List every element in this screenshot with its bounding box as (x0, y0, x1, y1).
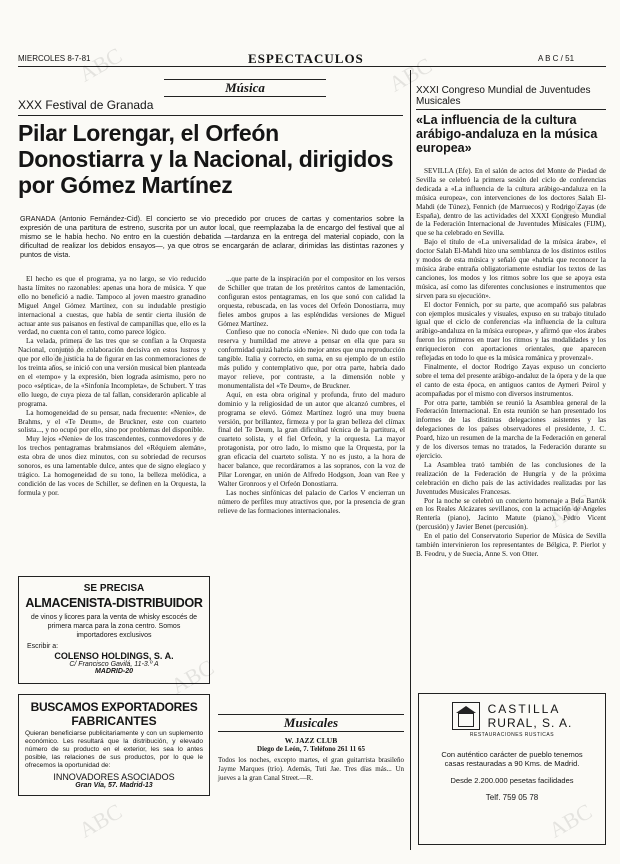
jazz-title: W. JAZZ CLUB (284, 736, 338, 745)
watermark: ABC (74, 798, 127, 843)
paragraph: Finalmente, el doctor Rodrigo Zayas expuso un concierto sobre el tema del presente arábigo-andaluz de la ópera y de la que el canto de esta época, en antiguos cantos de Aymeri Peirol y acompañadas por el mismo con diversos instrumentos. (416, 362, 606, 398)
ad-company: COLENSO HOLDINGS, S. A. (54, 651, 174, 661)
paragraph: En el patio del Conservatorio Superior de Música de Sevilla también intervinieron los representantes de Bélgica, P. Pierlot y B. Feodru, y de Suecia, Anne S. von Otter. (416, 532, 606, 558)
page-number: A B C / 51 (538, 54, 575, 63)
section-label-musica: Música (164, 79, 326, 97)
ad-phone: Telf. 759 05 78 (485, 793, 539, 802)
ad-tagline: RESTAURACIONES RUSTICAS (469, 732, 555, 738)
article-kicker: XXX Festival de Granada (18, 98, 154, 112)
paragraph: El doctor Fennich, por su parte, que acompañó sus palabras con ejemplos musicales y visuales, expuso en su trabajo titulado igual que el ciclo de conferencias «la influencia de la cultura arábigo-andaluza en la música europea», y afirmó que «los árabes fueron los primeros en traer los ritmos y las modalidades y los enriquecieron con aportaciones orientales, que aparecen reflejadas en todo lo que es la música románica y provenzal». (416, 300, 606, 363)
paragraph: SEVILLA (Efe). En el salón de actos del Monte de Piedad de Sevilla se celebró la primera sesión del ciclo de conferencias dedicada a «La influencia de la cultura arábigo-andaluza en la música europea», con intervenciones de los doctores Salah El-Mahdi (de Túnez), Fennich (de Marruecos) y Rodrigo Zayas (de España), dentro de las actividades del XXXI Congreso Mundial de la Federación Internacional de Juventudes Musicales (FIJM), que se ha celebrado en Sevilla. (416, 167, 606, 238)
section-label-musicales: Musicales (218, 714, 404, 732)
paragraph: La homogeneidad de su pensar, nada frecuente: «Nenie», de Brahms, y el «Te Deum», de Bruckner, este con cuarteto solista..., y no ocupó por ello, sino por problemas del disponible. (18, 408, 206, 435)
ad-write: Escribir a: (27, 643, 59, 650)
article-headline: Pilar Lorengar, el Orfeón Donostiarra y la Nacional, dirigidos por Gómez Martínez (18, 120, 394, 198)
watermark: ABC (74, 42, 127, 87)
jazz-address: Diego de León, 7. Teléfono 261 11 65 (257, 745, 365, 753)
paragraph: Las noches sinfónicas del palacio de Carlos V encierran un número de perfiles muy atractivos que, por la presencia de gran relieve de las formaciones internacionales. (218, 488, 405, 515)
ad-name: CASTILLA (487, 702, 561, 716)
paragraph: Por la noche se celebró un concierto homenaje a Bela Bartók en los Reales Alcázares sevillanos, con la actuación de Angeles Rentería (piano), Jacinto Matute (piano), Pedro Vicent (percusión) y Javier Benet (percusión). (416, 496, 606, 532)
ad-body: Quieran beneficiarse publicitariamente y con un suplemento económico. Les resultará que la distribución, y elevado número de su producto en el exterior, les sea lo antes posible, las relaciones de sus productos, por lo que le ofrecemos la oportunidad de: (25, 730, 203, 769)
paragraph: Por otra parte, también se reunió la Asamblea general de la Federación Internacional. En esta reunión se han presentado los informes de las distintas delegaciones asistentes y las delegaciones de los países observadores el presidente, J. C. Poard, hizo un resumen de la marcha de la Federación en general y de los diversos temas no tratados, la Federación durante su ejercicio. (416, 398, 606, 460)
watermark: ABC (544, 488, 597, 533)
ad-company: INNOVADORES ASOCIADOS (53, 772, 175, 782)
jazz-listing (218, 736, 404, 783)
ad-city: MADRID-20 (94, 668, 134, 675)
article2-body (416, 167, 606, 672)
watermark: ABC (384, 52, 437, 97)
ad-subtitle: ALMACENISTA-DISTRIBUIDOR (25, 596, 203, 610)
watermark: ABC (544, 798, 597, 843)
ad-name-2: RURAL, S. A. (487, 716, 573, 730)
article-lead: GRANADA (Antonio Fernández-Cid). El concierto se vio precedido por cruces de cartas y comentarios sobre la expresión de una partitura de estreno, suscrita por un autor local, que reemplazaba la de encargo del festival que al mismo se le había hecho. No entro en la cuestión debatida —tardanza en la entrega del material copiado, con la dificultad de realizar los debidos ensayos—, ya que otros se encargarán de aclarar, dirimidas las distintas razones y puntos de vista. (20, 214, 404, 259)
article-column-1 (18, 275, 206, 567)
ad-exportadores (18, 694, 210, 796)
issue-date: MIERCOLES 8-7-81 (18, 54, 91, 63)
jazz-text: Todos los noches, excepto martes, el gran guitarrista brasileño Jayme Marques (trío). Además, Tuti Jae. Tres días más... Un jueves a la gran Canal Street.—R. (218, 756, 404, 782)
paragraph: La velada, primera de las tres que se confían a la Orquesta Nacional, conjunto de colaboración decisiva en estos lustros y que por ello de justicia ha de figurar en las conmemoraciones de los treinta años, se inició con una versión musical bien planteada en el «tempo» y la expresión, bien lograda asimismo, pero no poco «séptica», de la «Sinfonía Incompleta», de Schubert. Y tras ello luego, de cuya pieza de tal fallan, considerarón aplicable al programa. (18, 337, 206, 408)
column-divider (410, 70, 411, 850)
article2-kicker: XXXI Congreso Mundial de Juventudes Musicales (416, 85, 591, 107)
paragraph: La Asamblea trató también de las conclusiones de la realización de la Federación de Hungría y de la próxima celebración en dicho país de las actividades realizadas por las Juventudes Musicales Francesas. (416, 460, 606, 496)
ad-title: SE PRECISA (83, 583, 145, 594)
watermark: ABC (166, 654, 219, 699)
article2-headline: «La influencia de la cultura arábigo-andaluza en la música europea» (416, 113, 598, 155)
watermark: ABC (542, 190, 595, 235)
kicker-rule (18, 115, 403, 116)
paragraph: Aquí, en esta obra original y profunda, fruto del maduro dominio y la religiosidad de un autor que alcanzó cumbres, el programa se elevó. Gómez Martínez logró una muy buena versión, por brillantez, firmeza y por la gran belleza del clímax final del Te Deum, la gran dificultad técnica de la partitura, el cuarteto solista, y el fiel Orfeón, y la orquesta. La mayor protagonista, por otro lado, lo mismo que la Orquesta, por la gran eficacia del cuarteto solista. Y no es justo, a la hora de hacer balance, que recordáramos a las sopranos, con la voz de Pilar Lorengar, en unión de Alfredo Hodgson, Joan van Ree y Walter Gronroos y el Orfeón Donostiarra. (218, 390, 405, 488)
ad-body: Con auténtico carácter de pueblo tenemos casas restauradas a 90 Kms. de Madrid. (441, 750, 583, 768)
ad-price: Desde 2.200.000 pesetas facilidades (450, 776, 574, 785)
house-logo-icon (452, 702, 480, 730)
article-column-2 (218, 275, 405, 705)
ad-address: Gran Vía, 57. Madrid-13 (75, 782, 153, 789)
ad-title-2: FABRICANTES (71, 714, 157, 728)
kicker-rule (416, 109, 606, 110)
paragraph: Bajo el título de «La universalidad de la música árabe», el doctor Salah El-Mahdi hizo una semblanza de los distintos estilos y modos de esta música y señaló que «habría que reconocer la música árabe entraña obligatoriamente estudiar los textos de las canciones, los modos y los ritmos sobre los que se apoya esta música, así como las diferentes conclusiones e instrumentos que sirven para su ejecución». (416, 238, 606, 300)
watermark: ABC (44, 330, 97, 375)
paragraph: Muy lejos «Nenie» de los trascendentes, conmovedores y de los trechos pentagramas brahmsianos del «Réquiem alemán», esta obra de unos diez minutos, con su sobriedad de recursos sonoros, es una lamentable dulce, antes que de signo elegíaco y trágico. La homogeneidad de su tono, la belleza melódica, a condición de las voces de Schiller, se definen en la Orquesta, la formula y por. (18, 435, 206, 497)
section-title: ESPECTACULOS (248, 51, 364, 66)
ad-address: C/ Francisco Gavilá, 11-3.º A (69, 661, 159, 668)
ad-title: BUSCAMOS EXPORTADORES (30, 700, 198, 714)
paragraph: El hecho es que el programa, ya no largo, se vio reducido hasta límites no razonables: apenas una hora de música. Y que ello no benefició a nadie. Tampoco al joven maestro granadino Miguel Angel Gómez Martínez, con su indudable prestigio internacional a cuestas, que había de sentir cierta ilusión de actuar ante sus paisanos en festival de campanillas que, ello es la verdad, no cuenta con el tanto, como parece lógico. (18, 275, 206, 337)
paragraph: ...que parte de la inspiración por el compositor en los versos de Schiller que tratan de los pretéritos cantos de lamentación, configuran estos pentagramas, en los que sonó con calidad la orquesta, rebuscada, en las voces del Orfeón Donostiarra, muy fieles ambos grupos a las espléndidas versiones de Miguel Gómez Martínez. (218, 275, 405, 328)
ad-body: de vinos y licores para la venta de whisky escocés de primera marca para la zona centro. Somos importadores exclusivos (30, 614, 198, 639)
paragraph: Confieso que no conocía «Nenie». Ni dudo que con toda la reserva y humildad me atreve a pensar en ella que para su conformidad quizá habría sido mejor antes que una reproducción tangible. Italia y correcto, en suma, en su ejemplo de un estilo más pulido y contemplativo que, por otra parte, habría dado mayor relieve, por contraste, a la dimensión noble y monumentalista del «Te Deum», de Bruckner. (218, 328, 405, 390)
